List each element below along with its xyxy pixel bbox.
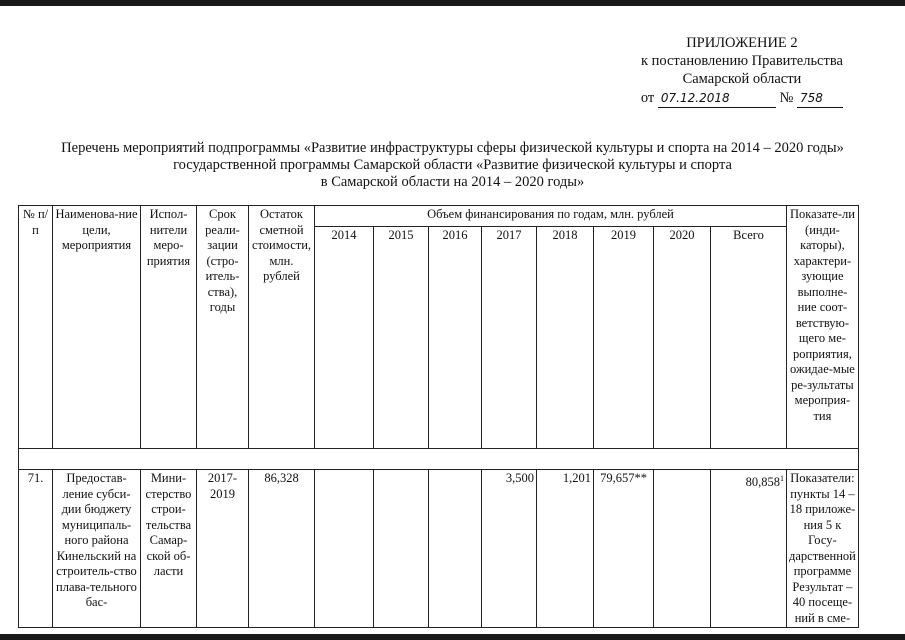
- appendix-header: [641, 34, 843, 108]
- header-num: № п/п: [19, 206, 53, 449]
- header-year: 2019: [594, 227, 654, 449]
- row-2017: 3,500: [482, 470, 537, 628]
- header-executor: Испол-нители меро-приятия: [141, 206, 197, 449]
- appendix-resolution: к постановлению Правительства: [640, 53, 843, 69]
- row-2014: [315, 470, 374, 628]
- row-2020: [654, 470, 711, 628]
- row-name: Предостав-ление субси-дии бюджету муниципаль-ного района Кинельский на строитель-ство плава-тельного бас-: [53, 470, 141, 628]
- row-total: [711, 470, 787, 628]
- row-2015: [374, 470, 429, 628]
- from-label: от: [640, 90, 655, 106]
- measures-table: [18, 205, 859, 628]
- document-title: [0, 140, 905, 191]
- row-2018: 1,201: [537, 470, 594, 628]
- row-2019: 79,657**: [594, 470, 654, 628]
- row-executor: Мини-стерство строи-тельства Самар-ской об-ласти: [141, 470, 197, 628]
- header-year: 2016: [429, 227, 482, 449]
- number-label: №: [779, 90, 794, 106]
- appendix-title: ПРИЛОЖЕНИЕ 2: [686, 35, 798, 51]
- top-border: [0, 0, 905, 6]
- row-num: 71.: [19, 470, 53, 628]
- row-remaining: 86,328: [249, 470, 315, 628]
- header-year: 2017: [482, 227, 537, 449]
- header-total: Всего: [711, 227, 787, 449]
- title-line-1: Перечень мероприятий подпрограммы «Развитие инфраструктуры сферы физической культуры и спорта на 2014 – 2020 годы»: [61, 140, 844, 156]
- table-row: [19, 470, 859, 628]
- header-remaining: Остаток сметной стоимости, млн. рублей: [249, 206, 315, 449]
- header-year: 2018: [537, 227, 594, 449]
- header-name: Наименова-ние цели, мероприятия: [53, 206, 141, 449]
- title-line-3: в Самарской области на 2014 – 2020 годы»: [320, 174, 585, 190]
- header-year: 2015: [374, 227, 429, 449]
- spacer-row: [19, 449, 859, 470]
- header-year: 2014: [315, 227, 374, 449]
- appendix-region: Самарской области: [682, 71, 802, 87]
- handwritten-date: 07.12.2018: [658, 89, 776, 108]
- header-row-1: [19, 206, 859, 227]
- row-total-value: 80,858: [745, 475, 780, 490]
- title-line-2: государственной программы Самарской области «Развитие физической культуры и спорта: [173, 157, 732, 173]
- header-year: 2020: [654, 227, 711, 449]
- header-indicators: Показате-ли (инди-каторы), характери-зующие выполне-ние соот-ветствую-щего ме-роприятия, ожидае-мые ре-зультаты мероприя-тия: [787, 206, 859, 449]
- row-total-footnote: 1: [780, 474, 784, 483]
- header-funding: Объем финансирования по годам, млн. рублей: [315, 206, 787, 227]
- row-indicators: Показатели: пункты 14 – 18 приложе-ния 5 к Госу-дарственной программе Результат – 40 посеще-ний в сме-: [787, 470, 859, 628]
- appendix-signature-line: [641, 89, 843, 108]
- row-term: 2017-2019: [197, 470, 249, 628]
- header-term: Срок реали-зации (стро-итель-ства), годы: [197, 206, 249, 449]
- row-2016: [429, 470, 482, 628]
- handwritten-number: 758: [797, 89, 843, 108]
- bottom-border: [0, 634, 905, 640]
